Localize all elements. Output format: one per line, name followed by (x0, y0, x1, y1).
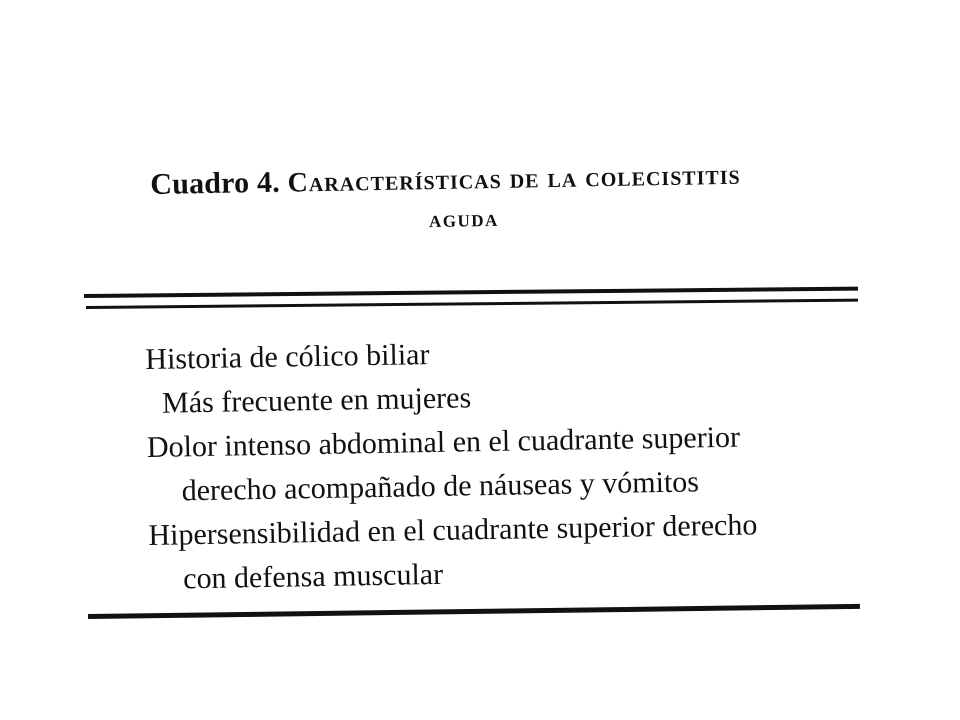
characteristics-list (145, 326, 850, 602)
top-double-rule-lower (86, 299, 858, 309)
table-title-line-2: aguda (428, 205, 500, 234)
list-item-continuation: derecho acompañado de náuseas y vómitos (181, 465, 700, 508)
list-item: Historia de cólico biliar (145, 338, 430, 376)
bottom-rule (88, 604, 860, 619)
list-item: Dolor intenso abdominal en el cuadrante superior (146, 420, 741, 464)
table-title (150, 156, 851, 239)
list-item: Hipersensibilidad en el cuadrante superior derecho (148, 508, 758, 552)
top-double-rule-upper (84, 287, 858, 298)
list-item-continuation: con defensa muscular (182, 557, 444, 596)
table-title-text: Características de la colecistitis (287, 159, 741, 199)
table-title-line-1 (150, 156, 850, 202)
table-number: Cuadro 4. (150, 165, 281, 201)
list-item: Más frecuente en mujeres (161, 381, 472, 420)
